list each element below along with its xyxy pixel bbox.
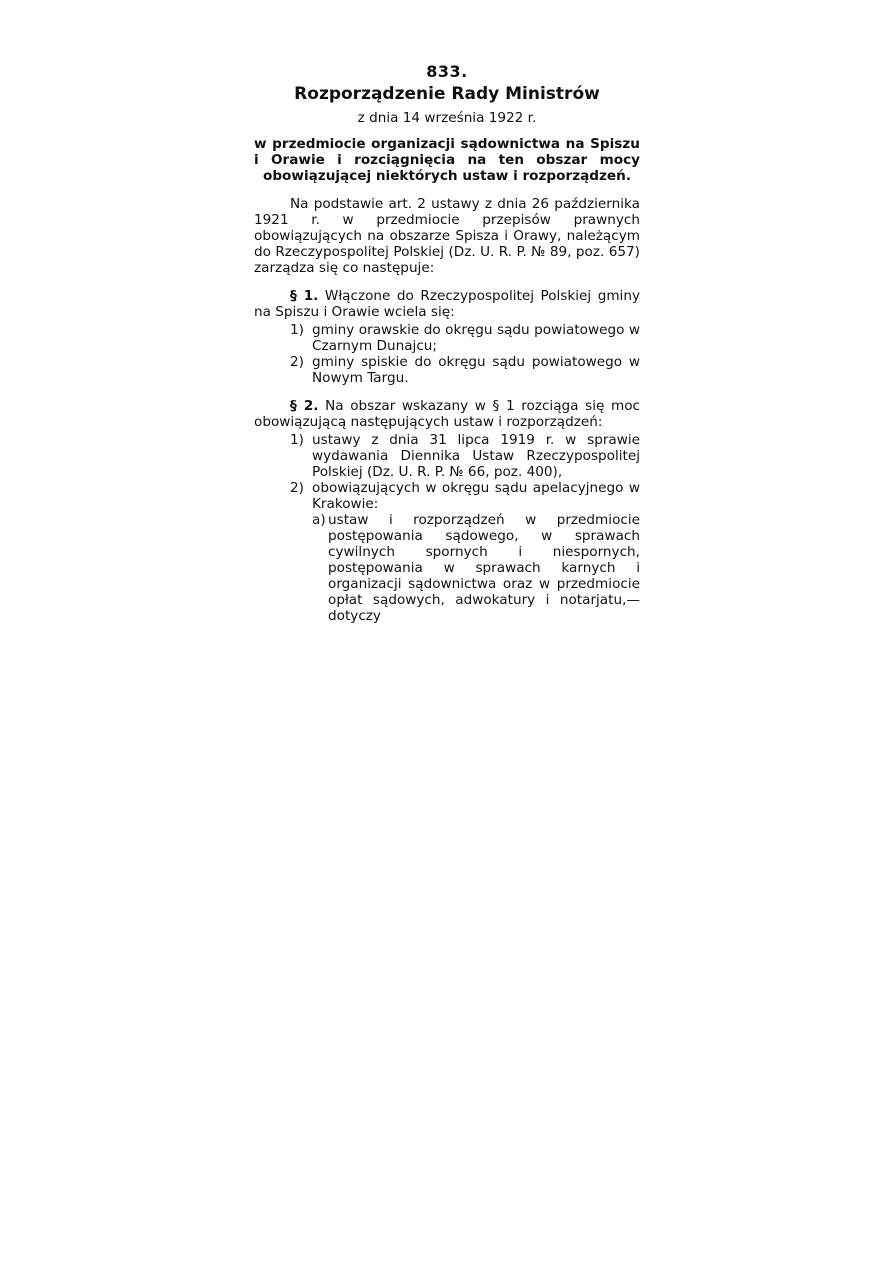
list-item-text: ustawy z dnia 31 lipca 1919 r. w sprawie wydawania Diennika Ustaw Rzeczypospolitej Polskiej (Dz. U. R. P. № 66, poz. 400), bbox=[312, 432, 640, 480]
list-item bbox=[254, 354, 640, 386]
list-item-number: 2) bbox=[290, 354, 304, 370]
list-item bbox=[254, 322, 640, 354]
intro-paragraph: Na podstawie art. 2 ustawy z dnia 26 października 1921 r. w przedmiocie przepisów prawnych obowiązujących na obszarze Spisza i Orawy, należącym do Rzeczypospolitej Polskiej (Dz. U. R. P. № 89, poz. 657) zarządza się co następuje: bbox=[254, 196, 640, 276]
sublist-item-text: ustaw i rozporządzeń w przedmiocie postępowania sądowego, w sprawach cywilnych spornych i niespornych, postępowania w sprawach karnych i organizacji sądownictwa oraz w przedmiocie opłat sądowych, adwokatury i notarjatu,—dotyczy bbox=[328, 512, 640, 624]
section-1 bbox=[254, 288, 640, 320]
section-2-list bbox=[254, 432, 640, 624]
list-item-text: obowiązujących w okręgu sądu apelacyjnego w Krakowie: bbox=[312, 480, 640, 512]
document-date: z dnia 14 września 1922 r. bbox=[357, 110, 537, 126]
section-2-sign: § 2. bbox=[290, 398, 319, 414]
section-2-text: Na obszar wskazany w § 1 rozciąga się moc obowiązującą następujących ustaw i rozporządzeń: bbox=[254, 398, 640, 430]
section-2 bbox=[254, 398, 640, 430]
document-number: 833. bbox=[426, 62, 468, 81]
section-1-sign: § 1. bbox=[290, 288, 319, 304]
list-item-text: gminy orawskie do okręgu sądu powiatowego w Czarnym Dunajcu; bbox=[312, 322, 640, 354]
list-item-number: 1) bbox=[290, 432, 304, 448]
list-item-text: gminy spiskie do okręgu sądu powiatowego w Nowym Targu. bbox=[312, 354, 640, 386]
list-item-number: 1) bbox=[290, 322, 304, 338]
list-item bbox=[254, 432, 640, 480]
sublist-item-letter: a) bbox=[312, 512, 326, 528]
document-page bbox=[254, 60, 640, 636]
document-subject: w przedmiocie organizacji sądownictwa na Spiszu i Orawie i rozciągnięcia na ten obszar mocy obowiązującej niektórych ustaw i rozporządzeń. bbox=[254, 136, 640, 184]
section-1-list bbox=[254, 322, 640, 386]
section-2-sublist bbox=[312, 512, 640, 624]
list-item-number: 2) bbox=[290, 480, 304, 496]
sublist-item bbox=[312, 512, 640, 624]
section-1-text: Włączone do Rzeczypospolitej Polskiej gminy na Spiszu i Orawie wciela się: bbox=[254, 288, 640, 320]
list-item bbox=[254, 480, 640, 624]
document-title: Rozporządzenie Rady Ministrów bbox=[294, 84, 600, 104]
